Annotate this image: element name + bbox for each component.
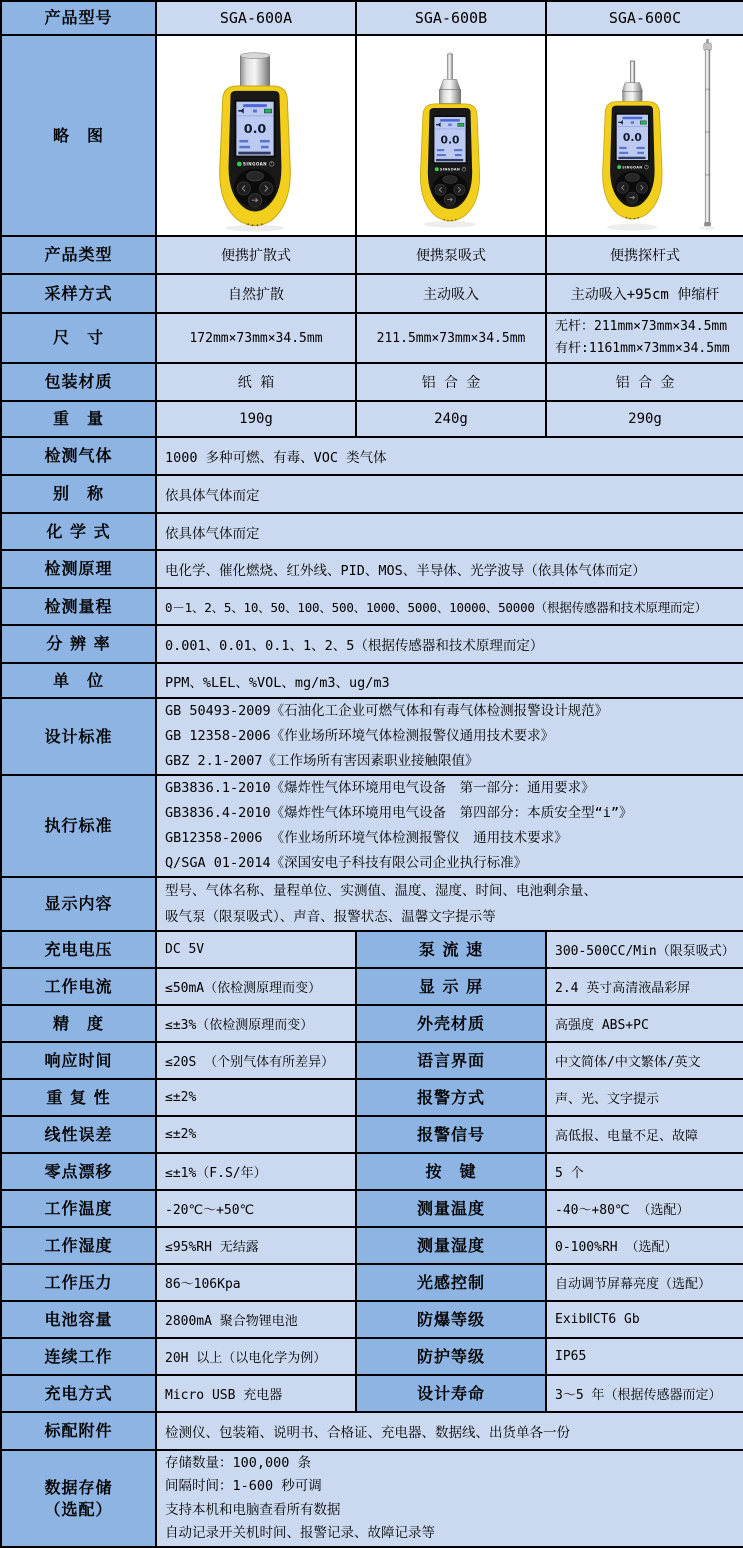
product-photo-sga-600b	[356, 35, 546, 236]
spec-value: ExibⅡCT6 Gb	[546, 1301, 743, 1338]
pump-probe-ring	[439, 89, 460, 103]
spec-label: 执行标准	[1, 775, 156, 877]
spec-label: 化 学 式	[1, 513, 156, 550]
spec-value: 2800mA 聚合物锂电池	[156, 1301, 356, 1338]
spec-label: 零点漂移	[1, 1153, 156, 1190]
standard-line: GB 12358-2006《作业场所环境气体检测报警仪通用技术要求》	[165, 728, 555, 744]
spec-value: 172mm×73mm×34.5mm	[156, 313, 356, 363]
storage-line: 支持本机和电脑查看所有数据	[165, 1501, 341, 1518]
spec-value: 2.4 英寸高清液晶彩屏	[546, 968, 743, 1005]
spec-value: 290g	[546, 401, 743, 437]
spec-value: 便携探杆式	[546, 236, 743, 274]
spec-label: 防爆等级	[356, 1301, 546, 1338]
spec-value: 0-100%RH （选配）	[546, 1227, 743, 1264]
storage-line: 自动记录开关机时间、报警记录、故障记录等	[165, 1525, 435, 1541]
spec-value	[546, 313, 743, 363]
spec-label: 测量温度	[356, 1190, 546, 1227]
spec-value: 铝 合 金	[356, 363, 546, 401]
standard-line: GB3836.4-2010《爆炸性气体环境用电气设备 第四部分：本质安全型“i”》	[165, 805, 633, 821]
spec-value: ≤±2%	[156, 1116, 356, 1153]
storage-label-line: （选配）	[44, 1499, 113, 1519]
spec-label: 工作湿度	[1, 1227, 156, 1264]
spec-value: 便携泵吸式	[356, 236, 546, 274]
spec-label: 检测气体	[1, 437, 156, 475]
model-b-name: SGA-600B	[356, 1, 546, 35]
spec-value: 自然扩散	[156, 274, 356, 313]
spec-value: 211.5mm×73mm×34.5mm	[356, 313, 546, 363]
spec-label: 外壳材质	[356, 1005, 546, 1042]
spec-value: IP65	[546, 1338, 743, 1375]
spec-value: 主动吸入+95cm 伸缩杆	[546, 274, 743, 313]
product-photo-sga-600c	[546, 35, 743, 236]
standard-line: GB12358-2006 《作业场所环境气体检测报警仪 通用技术要求》	[165, 830, 568, 846]
spec-label: 连续工作	[1, 1338, 156, 1375]
spec-label: 泵 流 速	[356, 931, 546, 968]
spec-value: 电化学、催化燃烧、红外线、PID、MOS、半导体、光学波导（依具体气体而定）	[156, 550, 743, 588]
spec-value: 0.001、0.01、0.1、1、2、5（根据传感器和技术原理而定）	[156, 625, 743, 663]
spec-value: 高低报、电量不足、故障	[546, 1116, 743, 1153]
spec-label: 响应时间	[1, 1042, 156, 1079]
spec-value: ≤±3%（依检测原理而变）	[156, 1005, 356, 1042]
spec-value: ≤50mA（依检测原理而变）	[156, 968, 356, 1005]
spec-label: 设计标准	[1, 698, 156, 775]
spec-label: 工作电流	[1, 968, 156, 1005]
spec-value: ≤95%RH 无结露	[156, 1227, 356, 1264]
model-c-name: SGA-600C	[546, 1, 743, 35]
spec-label: 设计寿命	[356, 1375, 546, 1412]
spec-value: 声、光、文字提示	[546, 1079, 743, 1116]
standard-line: GB 50493-2009《石油化工企业可燃气体和有毒气体检测报警设计规范》	[165, 703, 609, 719]
spec-label: 单 位	[1, 663, 156, 698]
spec-value: Micro USB 充电器	[156, 1375, 356, 1412]
pump-probe-cone	[440, 79, 460, 89]
storage-line: 间隔时间：1-600 秒可调	[165, 1478, 322, 1494]
spec-value: ≤±2%	[156, 1079, 356, 1116]
spec-label: 尺 寸	[1, 313, 156, 363]
spec-label: 充电方式	[1, 1375, 156, 1412]
spec-value: ≤20S （个别气体有所差异）	[156, 1042, 356, 1079]
spec-value: 自动调节屏幕亮度（选配）	[546, 1264, 743, 1301]
spec-value: -20℃～+50℃	[156, 1190, 356, 1227]
dimension-no-rod: 无杆：211mm×73mm×34.5mm	[555, 319, 728, 334]
spec-label: 检测原理	[1, 550, 156, 588]
design-standards	[156, 698, 743, 775]
spec-value: 1000 多种可燃、有毒、VOC 类气体	[156, 437, 743, 475]
pump-probe-tube	[630, 61, 635, 82]
spec-label	[1, 1450, 156, 1547]
spec-label: 光感控制	[356, 1264, 546, 1301]
execution-standards	[156, 775, 743, 877]
spec-value: 190g	[156, 401, 356, 437]
spec-label: 标配附件	[1, 1412, 156, 1450]
accessories-value: 检测仪、包装箱、说明书、合格证、充电器、数据线、出货单各一份	[156, 1412, 743, 1450]
spec-value: ≤±1%（F.S/年）	[156, 1153, 356, 1190]
spec-value: 高强度 ABS+PC	[546, 1005, 743, 1042]
spec-label: 报警信号	[356, 1116, 546, 1153]
storage-details	[156, 1450, 743, 1547]
product-photo-sga-600a	[156, 35, 356, 236]
telescopic-rod	[705, 50, 710, 223]
spec-label: 语言界面	[356, 1042, 546, 1079]
spec-label: 测量湿度	[356, 1227, 546, 1264]
spec-value: 纸 箱	[156, 363, 356, 401]
spec-value: 20H 以上（以电化学为例）	[156, 1338, 356, 1375]
display-content-line: 型号、气体名称、量程单位、实测值、温度、湿度、时间、电池剩余量、	[165, 883, 597, 899]
spec-label: 分 辨 率	[1, 625, 156, 663]
spec-label: 工作压力	[1, 1264, 156, 1301]
spec-value: 86～106Kpa	[156, 1264, 356, 1301]
model-a-name: SGA-600A	[156, 1, 356, 35]
spec-label: 别 称	[1, 475, 156, 513]
storage-line: 存储数量：100,000 条	[165, 1454, 312, 1471]
spec-value: 便携扩散式	[156, 236, 356, 274]
spec-label: 显示内容	[1, 877, 156, 931]
standard-line: GBZ 2.1-2007《工作场所有害因素职业接触限值》	[165, 753, 479, 769]
spec-label: 精 度	[1, 1005, 156, 1042]
header-label: 产品型号	[1, 1, 156, 35]
dimension-with-rod: 有杆:1161mm×73mm×34.5mm	[555, 341, 730, 356]
spec-label: 防护等级	[356, 1338, 546, 1375]
spec-value: 铝 合 金	[546, 363, 743, 401]
spec-value: -40～+80℃ （选配）	[546, 1190, 743, 1227]
spec-label: 显 示 屏	[356, 968, 546, 1005]
spec-value: 3～5 年（根据传感器而定）	[546, 1375, 743, 1412]
spec-value: 300-500CC/Min（限泵吸式）	[546, 931, 743, 968]
spec-label: 包装材质	[1, 363, 156, 401]
spec-value: 240g	[356, 401, 546, 437]
spec-label: 按 键	[356, 1153, 546, 1190]
spec-label: 线性误差	[1, 1116, 156, 1153]
display-content	[156, 877, 743, 931]
standard-line: Q/SGA 01-2014《深国安电子科技有限公司企业执行标准》	[165, 855, 528, 871]
pump-probe-cone	[622, 83, 642, 92]
telescopic-rod-tip	[704, 43, 712, 51]
standard-line: GB3836.1-2010《爆炸性气体环境用电气设备 第一部分：通用要求》	[165, 780, 595, 796]
spec-label: 电池容量	[1, 1301, 156, 1338]
spec-label: 充电电压	[1, 931, 156, 968]
spec-label: 检测量程	[1, 588, 156, 625]
display-content-line: 吸气泵（限泵吸式）、声音、报警状态、温馨文字提示等	[165, 909, 496, 925]
spec-value: 0－1、2、5、10、50、100、500、1000、5000、10000、50000（根据传感器和技术原理而定）	[156, 588, 743, 625]
spec-label: 重 量	[1, 401, 156, 437]
sensor-cap	[240, 56, 269, 86]
pump-probe-ring	[623, 91, 642, 102]
spec-value: 依具体气体而定	[156, 513, 743, 550]
spec-value: 5 个	[546, 1153, 743, 1190]
spec-value: 依具体气体而定	[156, 475, 743, 513]
spec-value: 中文简体/中文繁体/英文	[546, 1042, 743, 1079]
spec-value: DC 5V	[156, 931, 356, 968]
spec-value: 主动吸入	[356, 274, 546, 313]
storage-label-line: 数据存储	[44, 1477, 113, 1497]
pump-probe-tube	[447, 54, 452, 79]
spec-label: 重 复 性	[1, 1079, 156, 1116]
spec-label: 产品类型	[1, 236, 156, 274]
spec-label: 工作温度	[1, 1190, 156, 1227]
sketch-label: 略 图	[1, 35, 156, 236]
spec-label: 采样方式	[1, 274, 156, 313]
spec-value: PPM、%LEL、%VOL、mg/m3、ug/m3	[156, 663, 743, 698]
spec-label: 报警方式	[356, 1079, 546, 1116]
